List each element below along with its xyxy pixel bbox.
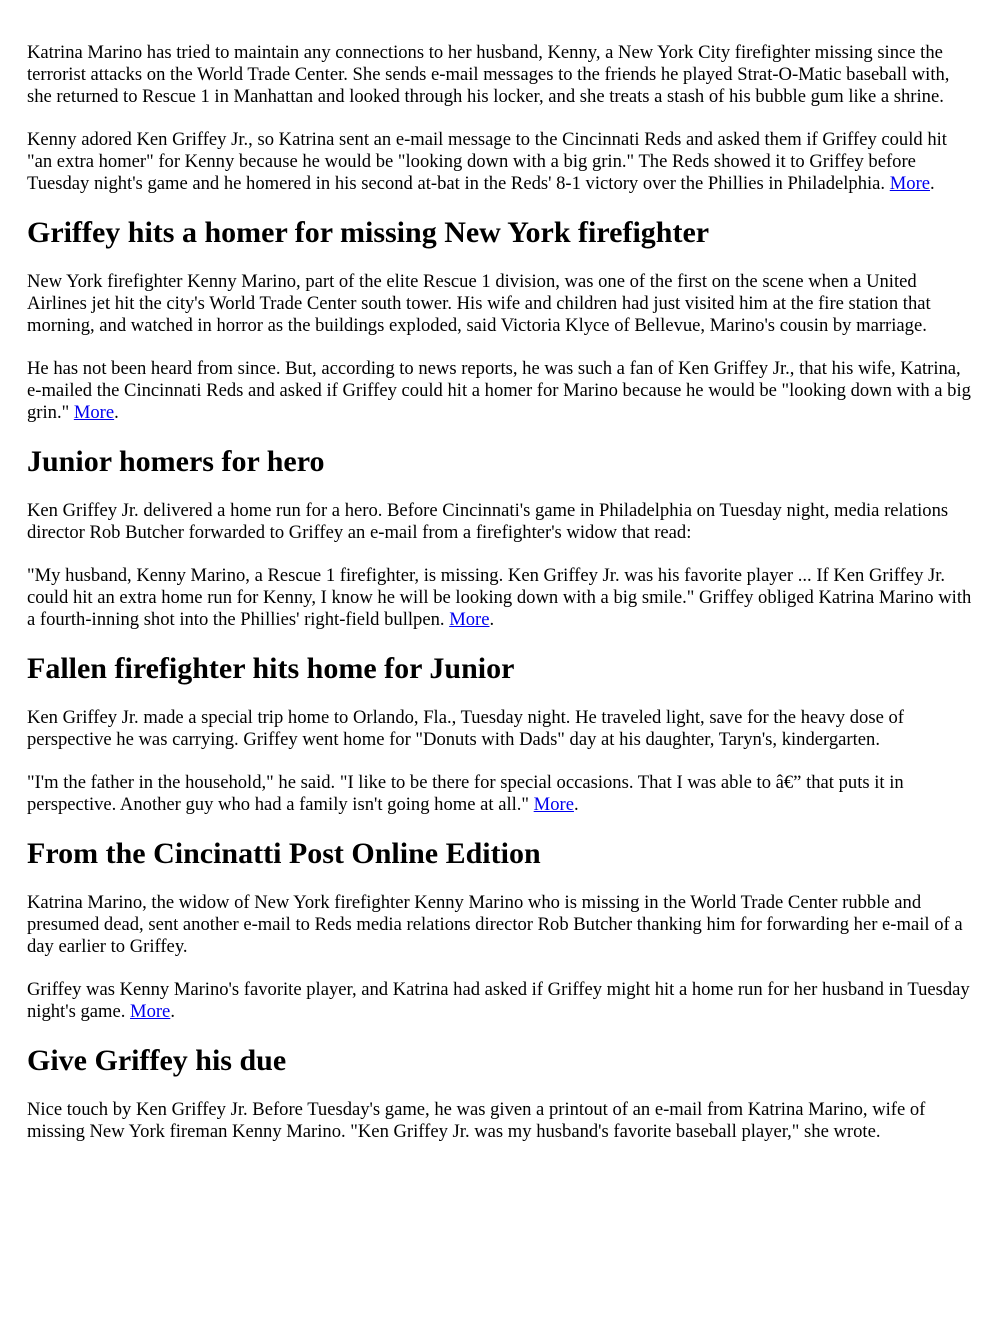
article-heading: Junior homers for hero xyxy=(27,445,325,478)
article-paragraph: Kenny adored Ken Griffey Jr., so Katrina sent an e-mail message to the Cincinnati Reds and asked them if Griffey could hit "an extra homer" for Kenny because he would be "looking down with a big grin." The Reds showed it to Griffey before Tuesday night's game and he homered in his second at-bat in the Reds' 8-1 victory over the Phillies in Philadelphia. More. xyxy=(27,129,947,194)
article-paragraph: "I'm the father in the household," he said. "I like to be there for special occasions. That I was able to â€” that puts it in perspective. Another guy who had a family isn't going home at all." More. xyxy=(27,772,904,815)
article-paragraph: Nice touch by Ken Griffey Jr. Before Tuesday's game, he was given a printout of an e-mail from Katrina Marino, wife of missing New York fireman Kenny Marino. "Ken Griffey Jr. was my husband's favorite baseball player," she wrote. xyxy=(27,1099,926,1142)
article-griffey-homer xyxy=(27,216,973,424)
more-link[interactable]: More xyxy=(73,402,115,423)
article-heading: From the Cincinatti Post Online Edition xyxy=(27,837,541,870)
article-lead xyxy=(27,42,973,195)
article-paragraph: Ken Griffey Jr. made a special trip home to Orlando, Fla., Tuesday night. He traveled light, save for the heavy dose of perspective he was carrying. Griffey went home for "Donuts with Dads" day at his daughter, Taryn's, kindergarten. xyxy=(27,707,904,750)
article-paragraph: Katrina Marino has tried to maintain any connections to her husband, Kenny, a New York City firefighter missing since the terrorist attacks on the World Trade Center. She sends e-mail messages to the friends he played Strat-O-Matic baseball with, she returned to Rescue 1 in Manhattan and looked through his locker, and she treats a stash of his bubble gum like a shrine. xyxy=(27,42,950,107)
article-heading: Give Griffey his due xyxy=(27,1044,287,1077)
more-link[interactable]: More xyxy=(130,1001,171,1022)
article-junior-homers xyxy=(27,445,973,631)
article-heading: Griffey hits a homer for missing New York firefighter xyxy=(27,216,710,249)
page-content xyxy=(0,42,1000,1143)
article-paragraph: Katrina Marino, the widow of New York firefighter Kenny Marino who is missing in the World Trade Center rubble and presumed dead, sent another e-mail to Reds media relations director Rob Butcher thanking him for forwarding her e-mail of a day earlier to Griffey. xyxy=(27,892,963,957)
more-link[interactable]: More xyxy=(449,609,490,630)
article-give-griffey-due xyxy=(27,1044,973,1143)
article-paragraph: Griffey was Kenny Marino's favorite player, and Katrina had asked if Griffey might hit a home run for her husband in Tuesday night's game. More. xyxy=(27,979,970,1022)
more-link[interactable]: More xyxy=(533,794,574,815)
article-paragraph: He has not been heard from since. But, according to news reports, he was such a fan of Ken Griffey Jr., that his wife, Katrina, e-mailed the Cincinnati Reds and asked if Griffey could hit a homer for Marino because he would be "looking down with a big grin." More. xyxy=(27,358,971,423)
article-fallen-firefighter xyxy=(27,652,973,816)
more-link[interactable]: More xyxy=(889,173,931,194)
article-heading: Fallen firefighter hits home for Junior xyxy=(27,652,515,685)
article-paragraph: "My husband, Kenny Marino, a Rescue 1 firefighter, is missing. Ken Griffey Jr. was his favorite player ... If Ken Griffey Jr. could hit an extra home run for Kenny, I know he will be looking down with a big smile." Griffey obliged Katrina Marino with a fourth-inning shot into the Phillies' right-field bullpen. More. xyxy=(27,565,972,630)
article-paragraph: Ken Griffey Jr. delivered a home run for a hero. Before Cincinnati's game in Philadelphia on Tuesday night, media relations director Rob Butcher forwarded to Griffey an e-mail from a firefighter's widow that read: xyxy=(27,500,949,543)
article-paragraph: New York firefighter Kenny Marino, part of the elite Rescue 1 division, was one of the first on the scene when a United Airlines jet hit the city's World Trade Center south tower. His wife and children had just visited him at the fire station that morning, and watched in horror as the buildings exploded, said Victoria Klyce of Bellevue, Marino's cousin by marriage. xyxy=(27,271,931,336)
article-cincinnati-post xyxy=(27,837,973,1023)
